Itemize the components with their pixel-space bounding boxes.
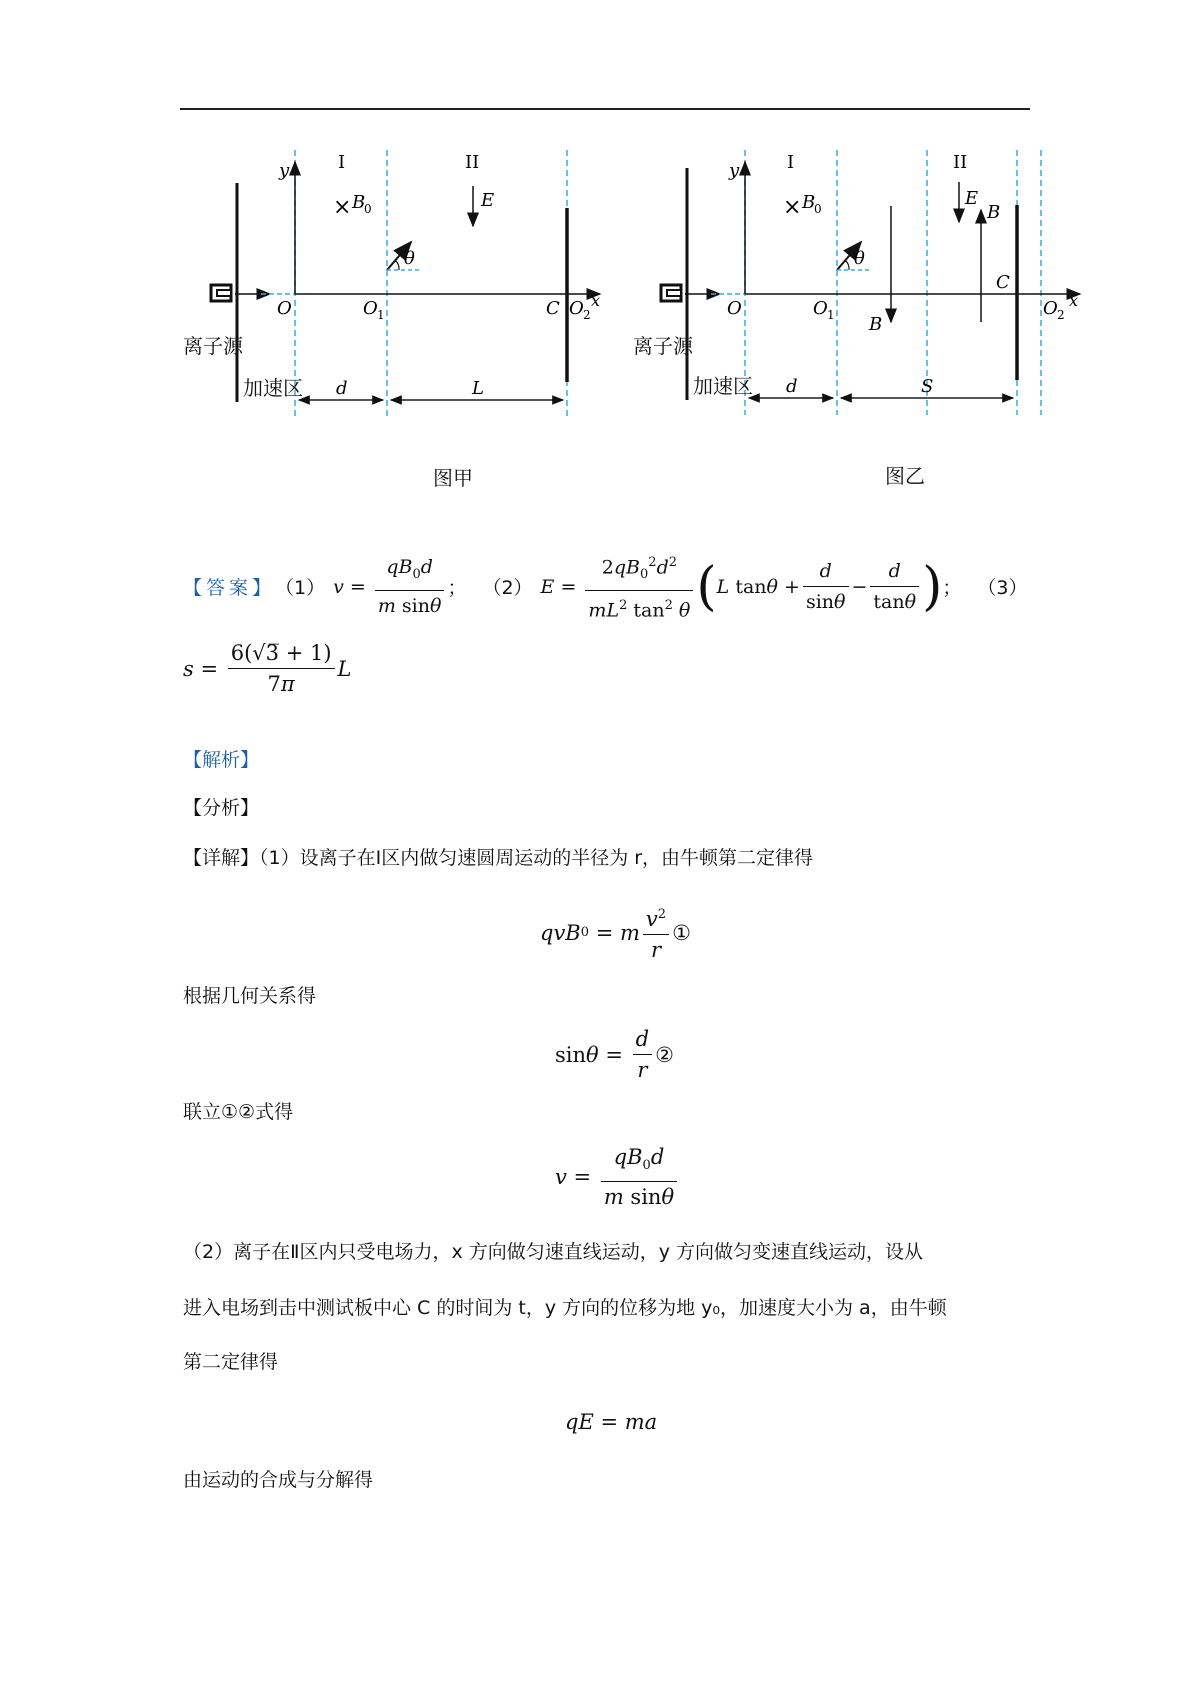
eq-2: sin θ = $\frac{d}{r}$ ② — [555, 1024, 674, 1085]
header-rule — [180, 108, 1030, 110]
part2-line1: （2）离子在Ⅱ区内只受电场力，x 方向做匀速直线运动，y 方向做匀变速直线运动，设从 — [183, 1241, 924, 1263]
o2-label: O — [569, 298, 584, 319]
region-1-label-right: I — [787, 152, 795, 173]
part2-line2: 进入电场到击中测试板中心 C 的时间为 t，y 方向的位移为地 y₀，加速度大小为 a，由牛顿 — [183, 1297, 947, 1319]
semicolon-2: ； — [942, 577, 962, 600]
fenxi-tag: 【分析】 — [183, 797, 260, 819]
axis-x-label: x — [591, 291, 601, 310]
b0-cross-right: × — [783, 195, 802, 220]
b0-sub: 0 — [364, 202, 372, 216]
answer-part2: （2） — [482, 577, 533, 600]
detail-text: （1）设离子在Ⅰ区内做匀速圆周运动的半径为 r，由牛顿第二定律得 — [259, 847, 814, 869]
answer-part3: （3） — [977, 577, 1028, 600]
figure-svg — [175, 150, 1185, 500]
o1-sub: 1 — [377, 308, 385, 322]
detail-line — [183, 844, 813, 872]
caption-right: 图乙 — [885, 464, 925, 488]
eq-1: qvB 0 = m $\frac{v^2}{r}$ ① — [540, 900, 691, 965]
accel-label-left: 加速区 — [243, 376, 303, 400]
e-label: E — [481, 190, 495, 211]
answer-line: 【答案】 （1） v = $\frac{qB_0d}{\text{m sinθ}}$ ； （2） E = $\frac{2qB_0^2d^2}{mL^2 \tan^2 \theta}$ ( L tan θ + $\frac{d}{\sin\theta}$ − $\frac{d}{\tan\theta}$ ) ； （3） — [183, 548, 1027, 625]
answer-s-eq: s = $\frac{6(√3̅ + 1)}{7\pi}$ L — [183, 638, 351, 699]
answer-v-frac: $\frac{qB_0d}{\text{m sinθ}}$ — [375, 552, 445, 621]
ion-source-icon-left — [211, 285, 231, 301]
geom-text: 根据几何关系得 — [183, 985, 317, 1007]
region-2-label: II — [465, 152, 480, 173]
c-label: C — [546, 298, 560, 319]
b0-label-right: B — [802, 192, 816, 213]
origin-label: O — [277, 298, 292, 319]
eq-mark-1: ① — [672, 920, 691, 945]
b0-cross-left: × — [333, 195, 352, 220]
axis-y-label: y — [279, 160, 290, 181]
combine-text: 联立①②式得 — [183, 1101, 294, 1123]
region-2-label-right: II — [953, 152, 968, 173]
analysis-tag: 【解析】 — [183, 749, 260, 771]
dim-d-label: d — [336, 378, 348, 399]
axis-x-label-right: x — [1069, 291, 1079, 310]
ion-source-label-right: 离子源 — [633, 334, 693, 358]
accel-label-right: 加速区 — [693, 374, 753, 398]
answer-part1: （1） — [275, 577, 326, 600]
c-label-right: C — [996, 272, 1010, 293]
answer-tag: 【答案】 — [183, 577, 276, 600]
o1-label-right: O — [813, 298, 828, 319]
part2-line3: 第二定律得 — [183, 1351, 279, 1373]
e-label-right: E — [965, 188, 979, 209]
origin-label-right: O — [727, 298, 742, 319]
b0-label: B — [352, 192, 366, 213]
theta-label-right: θ — [854, 248, 865, 269]
eq-mark-2: ② — [655, 1042, 674, 1067]
axis-y-label-right: y — [729, 160, 740, 181]
o1-sub-right: 1 — [827, 308, 835, 322]
b-down-label: B — [869, 314, 883, 335]
theta-label: θ — [404, 248, 415, 269]
o1-label: O — [363, 298, 378, 319]
dim-s-label: S — [921, 376, 934, 397]
eq-3: v = $\frac{qB_0d}{\text{m sinθ}}$ — [555, 1142, 680, 1212]
eq-newton: qE = ma — [565, 1410, 658, 1434]
o2-sub-right: 2 — [1057, 308, 1065, 322]
ion-source-icon-right — [661, 285, 681, 301]
o2-sub: 2 — [583, 308, 591, 322]
b0-sub-right: 0 — [814, 202, 822, 216]
caption-left: 图甲 — [433, 466, 473, 490]
dim-d-label-right: d — [786, 376, 798, 397]
ion-source-label-left: 离子源 — [183, 334, 243, 358]
figures — [175, 150, 1185, 500]
semicolon-1: ； — [447, 577, 467, 600]
dim-l-label: L — [472, 378, 484, 399]
motion-text: 由运动的合成与分解得 — [183, 1469, 374, 1491]
o2-label-right: O — [1043, 298, 1058, 319]
b-up-label: B — [987, 202, 1001, 223]
detail-tag: 【详解】 — [183, 847, 260, 869]
region-1-label: I — [338, 152, 346, 173]
